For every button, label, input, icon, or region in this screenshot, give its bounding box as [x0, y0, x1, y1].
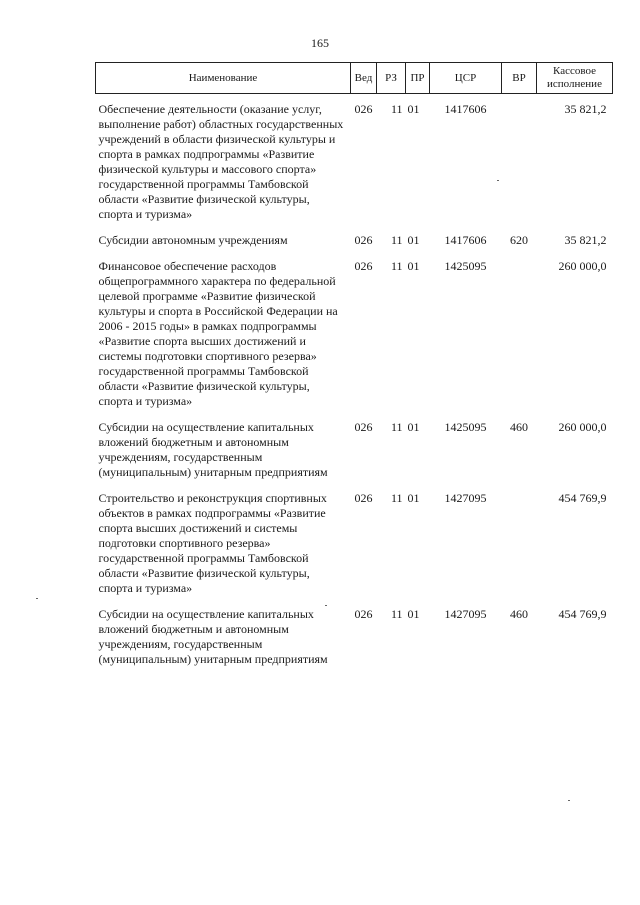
row-csr: 1427095: [444, 607, 487, 621]
row-vr: [502, 94, 537, 230]
row-name: Субсидии на осуществление капитальных вложений бюджетным и автономным учреждениям, государственным (муниципальным) унитарным предприятиям: [98, 607, 328, 666]
row-rz: 11: [390, 233, 403, 247]
row-vr: 460: [510, 420, 528, 434]
row-amount: 260 000,0: [558, 259, 607, 273]
row-csr: 1427095: [444, 491, 487, 505]
table-row: [96, 255, 613, 416]
row-name: Строительство и реконструкция спортивных объектов в рамках подпрограммы «Развитие спорта высших достижений и системы подготовки спортивного резерва» государственной программы Тамбовской области «Развитие физической культуры, спорта и туризма»: [98, 491, 327, 595]
row-pr: 01: [407, 102, 420, 116]
row-rz: 11: [390, 491, 403, 505]
header-pr: ПР: [406, 63, 430, 94]
table-row: [96, 416, 613, 487]
row-ved: 026: [354, 233, 373, 247]
row-vr: 460: [510, 607, 528, 621]
row-ved: 026: [354, 102, 373, 116]
scan-speck: [568, 800, 570, 801]
scan-speck: [36, 598, 38, 599]
row-csr: 1417606: [444, 102, 487, 116]
row-amount: 260 000,0: [558, 420, 607, 434]
row-csr: 1425095: [444, 259, 487, 273]
row-pr: 01: [407, 420, 420, 434]
row-ved: 026: [354, 420, 373, 434]
table-row: [96, 94, 613, 230]
table-row: [96, 603, 613, 674]
row-name: Субсидии на осуществление капитальных вложений бюджетным и автономным учреждениям, государственным (муниципальным) унитарным предприятиям: [98, 420, 328, 479]
row-name: Субсидии автономным учреждениям: [98, 233, 288, 247]
table-row: [96, 487, 613, 603]
row-amount: 35 821,2: [564, 233, 607, 247]
row-rz: 11: [390, 420, 403, 434]
row-csr: 1425095: [444, 420, 487, 434]
row-amount: 454 769,9: [558, 607, 607, 621]
row-rz: 11: [390, 607, 403, 621]
scan-speck: [497, 180, 499, 181]
row-vr: [502, 255, 537, 416]
header-csr: ЦСР: [430, 63, 502, 94]
row-pr: 01: [407, 259, 420, 273]
header-rz: РЗ: [377, 63, 406, 94]
row-amount: 35 821,2: [564, 102, 607, 116]
row-pr: 01: [407, 607, 420, 621]
row-ved: 026: [354, 491, 373, 505]
header-name: Наименование: [96, 63, 351, 94]
row-ved: 026: [354, 607, 373, 621]
header-ved: Вед: [351, 63, 377, 94]
row-ved: 026: [354, 259, 373, 273]
row-pr: 01: [407, 491, 420, 505]
table-row: [96, 229, 613, 255]
header-row: [96, 63, 613, 94]
row-vr: [502, 487, 537, 603]
scan-speck: [325, 605, 327, 606]
budget-table: [95, 62, 613, 674]
header-vr: ВР: [502, 63, 537, 94]
row-csr: 1417606: [444, 233, 487, 247]
page-number: 165: [311, 36, 329, 50]
row-name: Финансовое обеспечение расходов общепрограммного характера по федеральной целевой программе «Развитие физической культуры и спорта в Российской Федерации на 2006 - 2015 годы» в рамках подпрограммы «Развитие спорта высших достижений и системы подготовки спортивного резерва» государственной программы Тамбовской области «Развитие физической культуры, спорта и туризма»: [98, 259, 338, 408]
row-amount: 454 769,9: [558, 491, 607, 505]
row-rz: 11: [390, 259, 403, 273]
row-rz: 11: [390, 102, 403, 116]
row-name: Обеспечение деятельности (оказание услуг, выполнение работ) областных государственных учреждений в области физической культуры и спорта в рамках подпрограммы «Развитие физической культуры и массового спорта» государственной программы Тамбовской области «Развитие физической культуры, спорта и туризма»: [98, 102, 344, 221]
header-amount: Кассовое исполнение: [537, 63, 613, 94]
row-pr: 01: [407, 233, 420, 247]
row-vr: 620: [510, 233, 528, 247]
